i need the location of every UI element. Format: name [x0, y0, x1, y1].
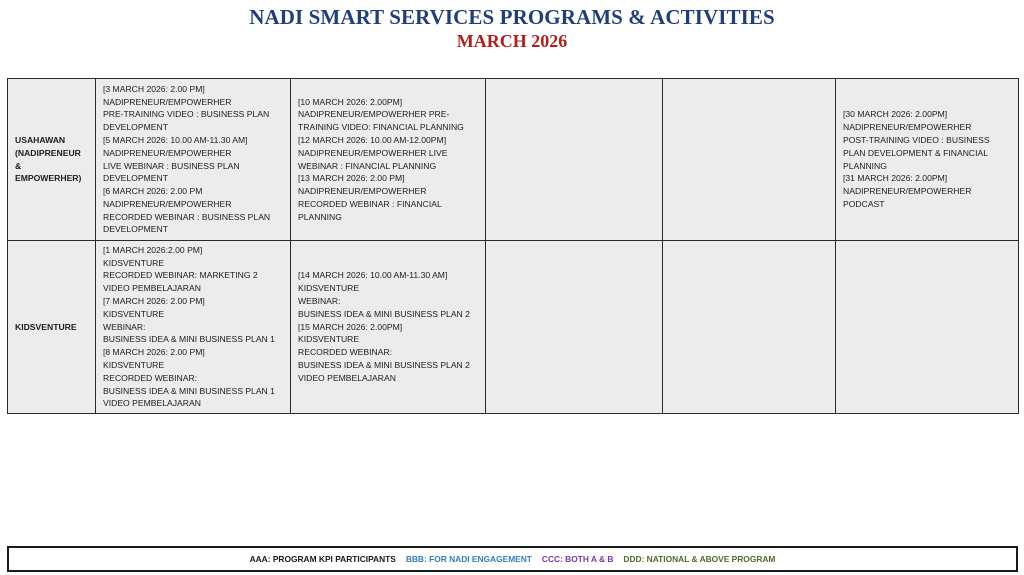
event-line: [12 MARCH 2026: 10.00 AM-12.00PM]: [298, 134, 447, 145]
events-cell-week3-empty: [486, 79, 663, 241]
category-cell: [8, 79, 96, 241]
event-line: BUSINESS IDEA & MINI BUSINESS PLAN 2: [298, 308, 470, 319]
event-line: NADIPRENEUR/EMPOWERHER: [298, 186, 427, 197]
event-line: NADIPRENEUR/EMPOWERHER: [103, 96, 232, 107]
event-line: RECORDED WEBINAR:: [103, 372, 198, 383]
events-cell-week3-empty: [486, 241, 663, 414]
event-line: KIDSVENTURE: [103, 308, 165, 319]
page-subtitle-month: MARCH 2026: [456, 31, 568, 51]
events-cell-week5-empty: [836, 241, 1019, 414]
event-line: NADIPRENEUR/EMPOWERHER LIVE WEBINAR : FINANCIAL PLANNING: [298, 147, 448, 171]
legend-item-aaa: AAA: PROGRAM KPI PARTICIPANTS: [249, 554, 396, 564]
event-line: WEBINAR:: [103, 321, 146, 332]
event-line: NADIPRENEUR/EMPOWERHER PRE-TRAINING VIDEO: FINANCIAL PLANNING: [298, 109, 464, 133]
event-line: NADIPRENEUR/EMPOWERHER: [103, 147, 232, 158]
category-label-line: (NADIPRENEUR: [15, 147, 81, 158]
event-line: [13 MARCH 2026: 2.00 PM]: [298, 173, 405, 184]
legend-bar: [7, 546, 1018, 572]
legend-item-ddd: DDD: NATIONAL & ABOVE PROGRAM: [623, 554, 776, 564]
event-line: NADIPRENEUR/EMPOWERHER: [843, 186, 972, 197]
schedule-table: [7, 78, 1019, 414]
legend-item-bbb: BBB: FOR NADI ENGAGEMENT: [405, 554, 532, 564]
event-line: PODCAST: [843, 198, 885, 209]
event-line: [7 MARCH 2026: 2.00 PM]: [103, 296, 205, 306]
event-line: KIDSVENTURE: [103, 359, 165, 370]
table-row-usahawan: [8, 79, 1019, 241]
event-line: NADIPRENEUR/EMPOWERHER: [103, 198, 232, 209]
event-line: RECORDED WEBINAR : BUSINESS PLAN DEVELOPMENT: [103, 211, 271, 235]
event-line: POST-TRAINING VIDEO : BUSINESS PLAN DEVELOPMENT & FINANCIAL PLANNING: [843, 134, 990, 171]
event-line: [6 MARCH 2026: 2.00 PM: [103, 186, 203, 197]
event-line: [30 MARCH 2026: 2.00PM]: [843, 109, 948, 120]
category-label-line: KIDSVENTURE: [15, 321, 77, 332]
event-line: KIDSVENTURE: [103, 257, 165, 268]
events-cell-week1: [96, 79, 291, 241]
event-line: [14 MARCH 2026: 10.00 AM-11.30 AM]: [298, 270, 448, 281]
events-cell-week2: [291, 241, 486, 414]
events-cell-week5: [836, 79, 1019, 241]
event-line: VIDEO PEMBELAJARAN: [103, 283, 201, 294]
category-label-line: EMPOWERHER): [15, 173, 82, 184]
events-cell-week4-empty: [663, 241, 836, 414]
event-line: BUSINESS IDEA & MINI BUSINESS PLAN 1: [103, 334, 275, 345]
event-line: LIVE WEBINAR : BUSINESS PLAN DEVELOPMENT: [103, 160, 240, 184]
event-line: [15 MARCH 2026: 2.00PM]: [298, 321, 403, 332]
event-line: [31 MARCH 2026: 2.00PM]: [843, 173, 948, 184]
event-line: NADIPRENEUR/EMPOWERHER: [843, 122, 972, 133]
category-cell: [8, 241, 96, 414]
events-cell-week2: [291, 79, 486, 241]
events-cell-week4-empty: [663, 79, 836, 241]
event-line: [3 MARCH 2026: 2.00 PM]: [103, 83, 205, 94]
table-row-kidsventure: [8, 241, 1019, 414]
event-line: RECORDED WEBINAR: MARKETING 2: [103, 270, 258, 281]
event-line: [5 MARCH 2026: 10.00 AM-11.30 AM]: [103, 134, 248, 145]
page-title: NADI SMART SERVICES PROGRAMS & ACTIVITIES: [249, 5, 775, 29]
event-line: VIDEO PEMBELAJARAN: [298, 372, 396, 383]
event-line: [10 MARCH 2026: 2.00PM]: [298, 96, 403, 107]
event-line: RECORDED WEBINAR:: [298, 347, 393, 358]
events-cell-week1: [96, 241, 291, 414]
event-line: [8 MARCH 2026: 2.00 PM]: [103, 347, 205, 358]
category-label-line: USAHAWAN: [15, 134, 66, 145]
event-line: WEBINAR:: [298, 296, 341, 306]
event-line: BUSINESS IDEA & MINI BUSINESS PLAN 1: [103, 385, 275, 396]
category-label-line: &: [15, 160, 22, 171]
event-line: KIDSVENTURE: [298, 283, 360, 294]
event-line: RECORDED WEBINAR : FINANCIAL PLANNING: [298, 198, 442, 222]
event-line: BUSINESS IDEA & MINI BUSINESS PLAN 2: [298, 359, 470, 370]
event-line: [1 MARCH 2026:2.00 PM]: [103, 244, 203, 255]
legend-item-ccc: CCC: BOTH A & B: [541, 554, 614, 564]
event-line: KIDSVENTURE: [298, 334, 360, 345]
event-line: PRE-TRAINING VIDEO : BUSINESS PLAN DEVELOPMENT: [103, 109, 270, 133]
event-line: VIDEO PEMBELAJARAN: [103, 398, 201, 409]
